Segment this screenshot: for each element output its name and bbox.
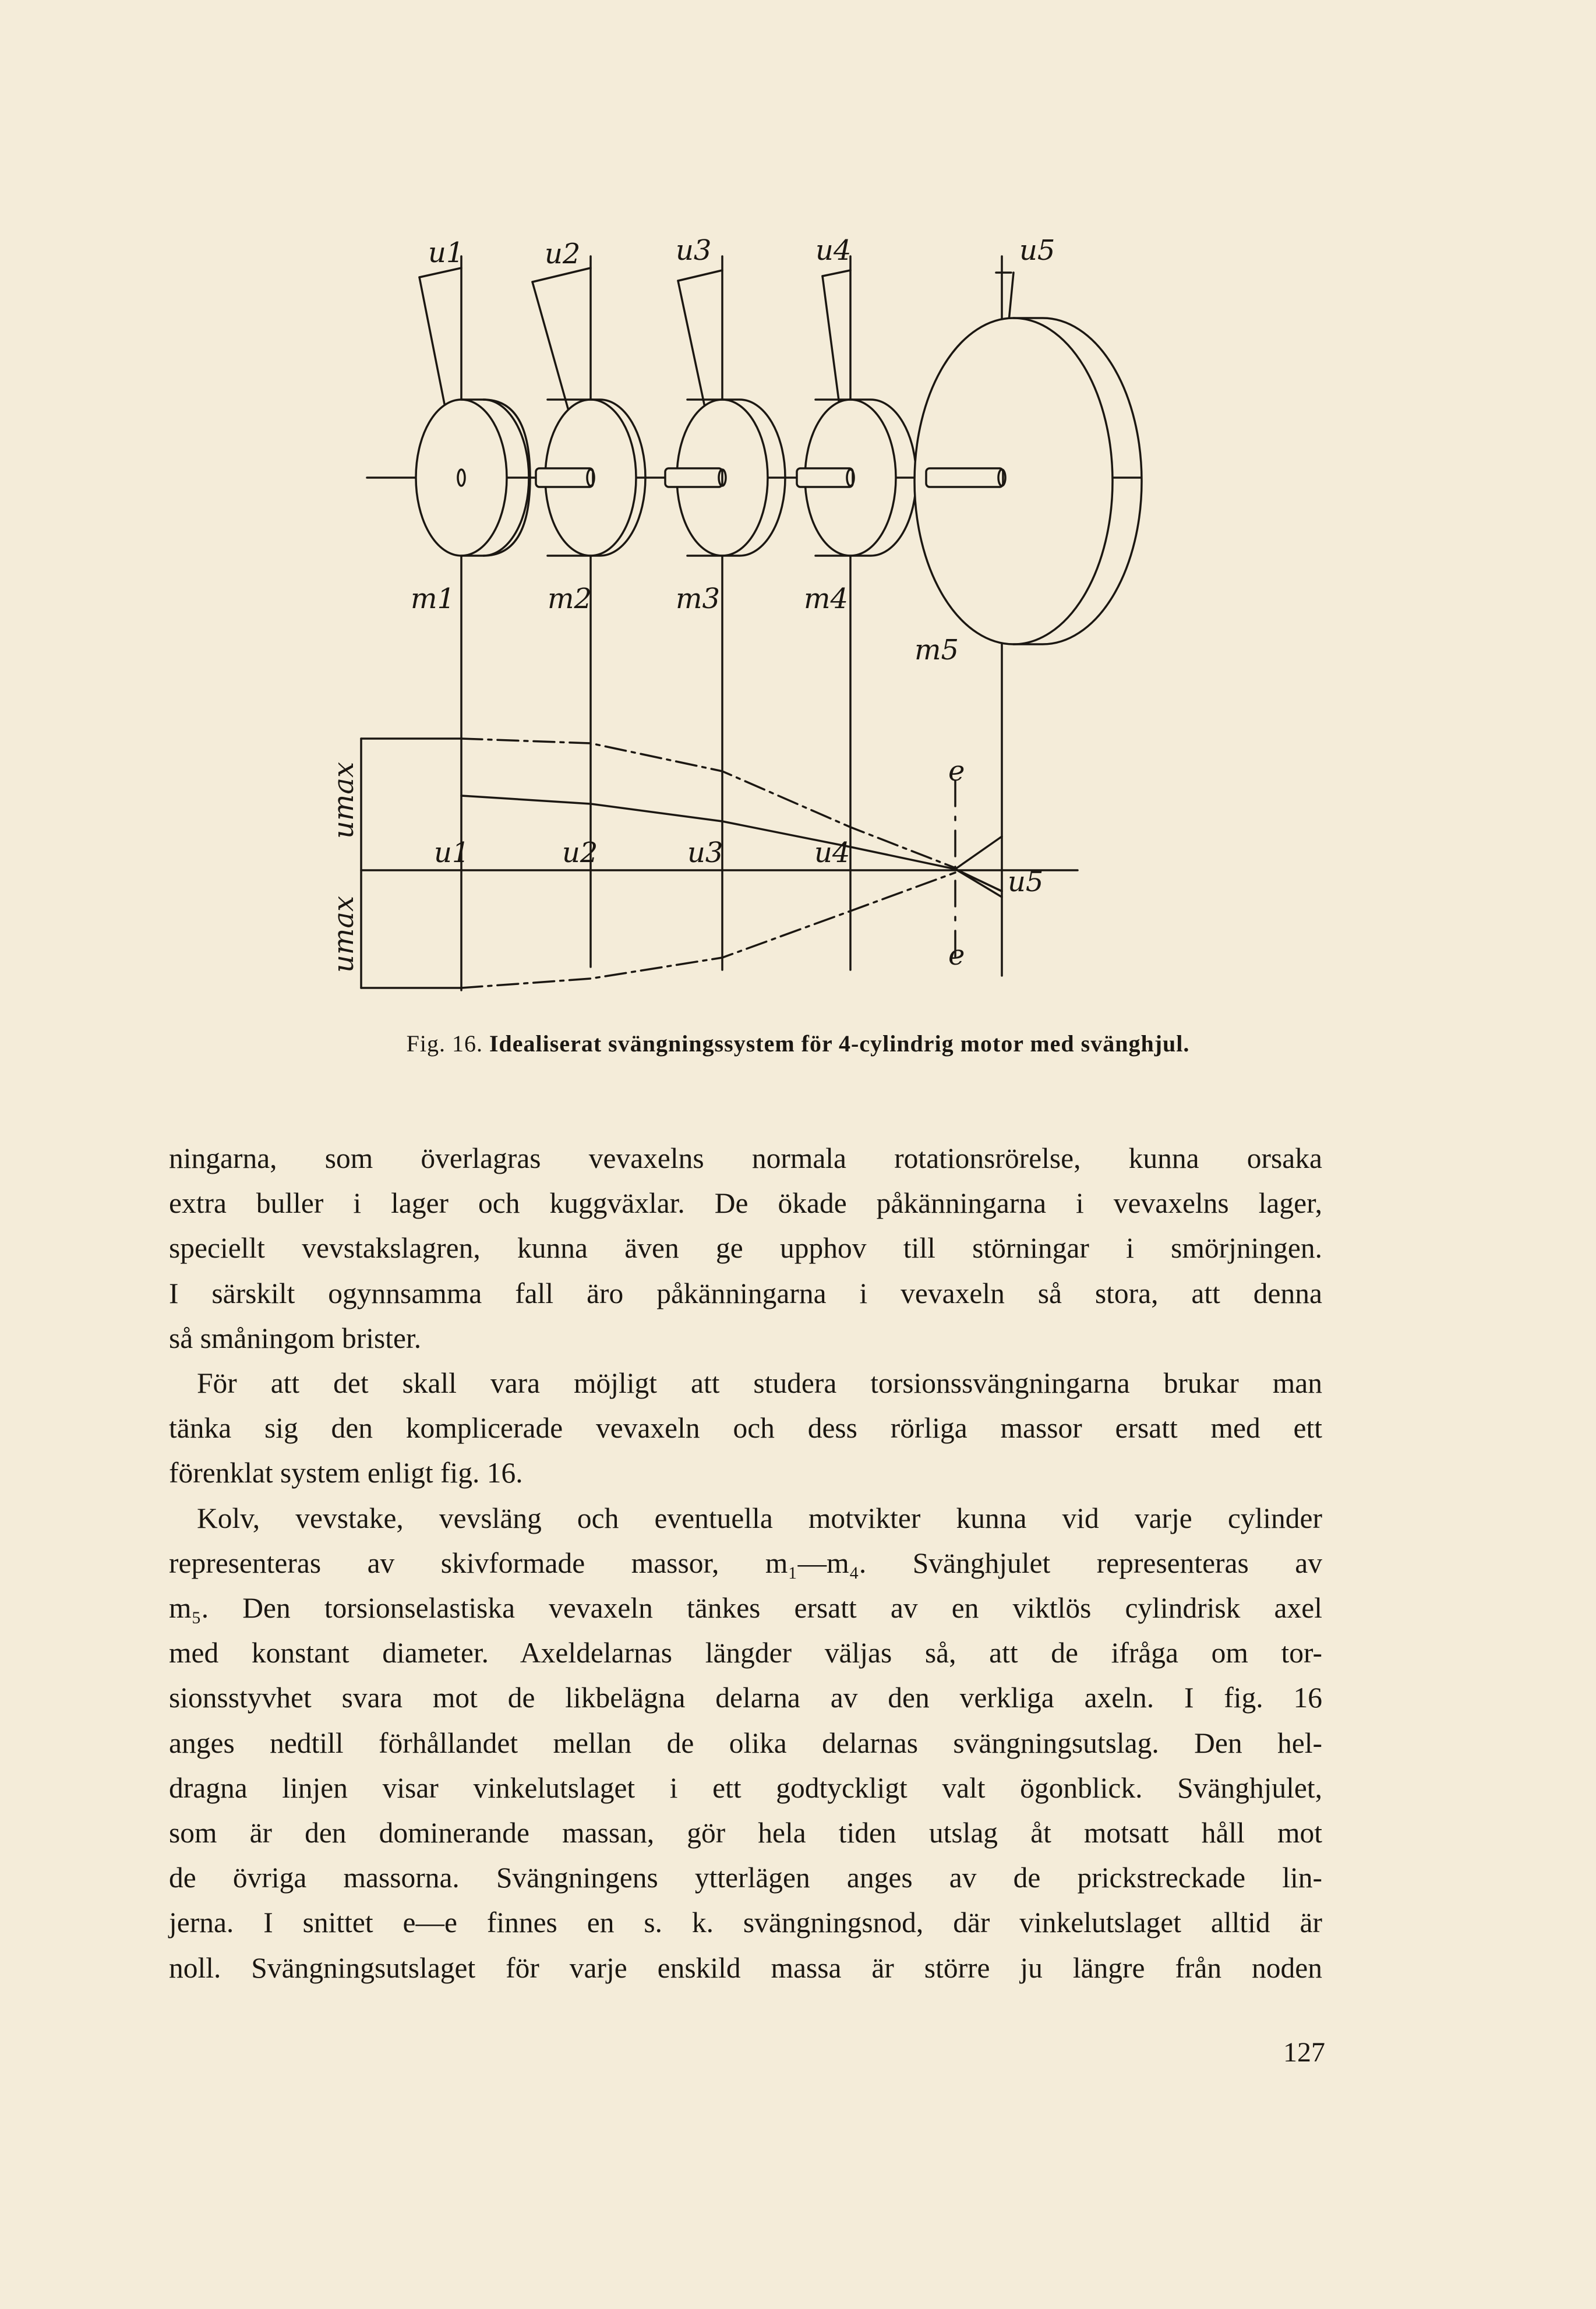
- paragraph-1: [169, 1136, 1322, 1361]
- text-line: förenklat system enligt fig. 16.: [169, 1457, 523, 1489]
- label-u4-bottom: u4: [814, 836, 850, 869]
- caption-text: Idealiserat svängningssystem för 4-cylindrig motor med svänghjul.: [489, 1030, 1190, 1057]
- figure-caption: [280, 1030, 1316, 1057]
- oscillation-system-figure: [326, 221, 1188, 1002]
- paragraph-3: [169, 1496, 1322, 1990]
- text-line: För att det skall vara möjligt att studera torsionssvängningarna brukar man: [197, 1367, 1322, 1400]
- label-node-bottom: e: [948, 939, 965, 972]
- caption-label: Fig. 16.: [406, 1030, 483, 1057]
- page-number: 127: [1283, 2037, 1325, 2068]
- label-u2-bottom: u2: [562, 836, 598, 869]
- label-u1-top: u1: [428, 236, 464, 269]
- text-line: noll. Svängningsutslaget för varje enskild massa är större ju längre från noden: [169, 1951, 1322, 1984]
- text-line: dragna linjen visar vinkelutslaget i ett godtyckligt valt ögonblick. Svänghjulet,: [169, 1771, 1322, 1804]
- label-u5-bottom: u5: [1008, 866, 1044, 898]
- text-line: tänka sig den komplicerade vevaxeln och dess rörliga massor ersatt med ett: [169, 1412, 1322, 1445]
- label-m4: m4: [804, 582, 849, 615]
- paragraph-2: [169, 1361, 1322, 1496]
- text-line: I särskilt ogynnsamma fall äro påkänningarna i vevaxeln så stora, att denna: [169, 1277, 1322, 1309]
- label-umax-upper: umax: [327, 761, 360, 839]
- text-line: med konstant diameter. Axeldelarnas längder väljas så, att de ifråga om tor-: [169, 1637, 1322, 1669]
- text-line: som är den dominerande massan, gör hela tiden utslag åt motsatt håll mot: [169, 1817, 1322, 1849]
- text-line: anges nedtill förhållandet mellan de olika delarnas svängningsutslag. Den hel-: [169, 1727, 1322, 1759]
- label-umax-lower: umax: [327, 895, 360, 973]
- label-node-top: e: [948, 755, 965, 788]
- text-line: ningarna, som överlagras vevaxelns normala rotationsrörelse, kunna orsaka: [169, 1142, 1322, 1174]
- text-line: speciellt vevstakslagren, kunna även ge upphov till störningar i smörjningen.: [169, 1232, 1322, 1265]
- text-line: sionsstyvhet svara mot de likbelägna delarna av den verkliga axeln. I fig. 16: [169, 1682, 1322, 1714]
- label-u3-top: u3: [676, 234, 712, 267]
- label-m3: m3: [676, 582, 721, 615]
- label-m1: m1: [411, 582, 456, 615]
- label-u3-bottom: u3: [687, 836, 723, 869]
- label-u2-top: u2: [545, 238, 581, 270]
- text-line: extra buller i lager och kuggväxlar. De ökade påkänningarna i vevaxelns lager,: [169, 1187, 1322, 1220]
- text-line: representeras av skivformade massor, m₁—m₄. Svänghjulet representeras av: [169, 1547, 1322, 1579]
- label-u1-bottom: u1: [434, 836, 470, 869]
- text-line: så småningom brister.: [169, 1322, 422, 1354]
- text-line: jerna. I snittet e—e finnes en s. k. svängningsnod, där vinkelutslaget alltid är: [169, 1906, 1322, 1939]
- label-u5-top: u5: [1019, 234, 1055, 267]
- label-u4-top: u4: [815, 234, 852, 267]
- body-text: [169, 1136, 1322, 1990]
- text-line: Kolv, vevstake, vevsläng och eventuella motvikter kunna vid varje cylinder: [197, 1502, 1322, 1534]
- label-m2: m2: [548, 582, 592, 615]
- text-line: m₅. Den torsionselastiska vevaxeln tänkes ersatt av en viktlös cylindrisk axel: [169, 1592, 1322, 1625]
- text-line: de övriga massorna. Svängningens ytterlägen anges av de prickstreckade lin-: [169, 1862, 1322, 1894]
- label-m5: m5: [914, 634, 959, 666]
